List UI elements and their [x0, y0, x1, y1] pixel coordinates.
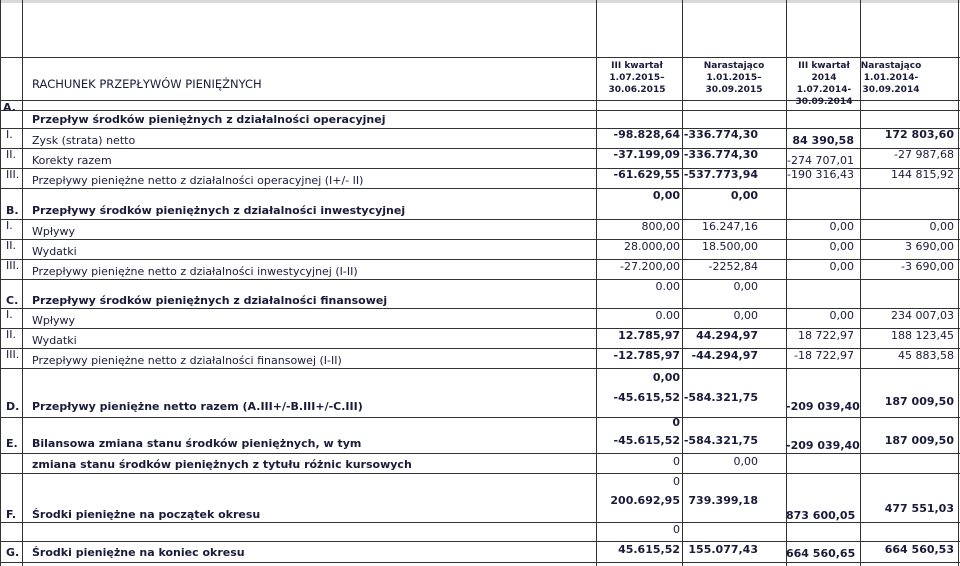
cell-value: -584.321,75	[683, 434, 758, 447]
cell-value: 234 007,03	[891, 309, 954, 322]
table-title: RACHUNEK PRZEPŁYWÓW PIENIĘŻNYCH	[32, 77, 262, 91]
cell-value: 144 815,92	[891, 168, 954, 181]
row-label: Przepływy pieniężne netto z działalności operacyjnej (I+/- II)	[32, 174, 364, 187]
cell-value: 800,00	[641, 220, 680, 233]
top-gray-bar	[0, 0, 960, 3]
cell-value: 0.00	[655, 309, 680, 322]
cell-value: -209 039,40	[786, 400, 860, 413]
cell-value: -274 707,01	[787, 154, 854, 167]
row-code: I.	[6, 308, 13, 321]
cell-value: -45.615,52	[613, 391, 680, 404]
row-code: C.	[6, 294, 19, 307]
cell-value: 16.247,16	[702, 220, 758, 233]
row-e-label: Bilansowa zmiana stanu środków pieniężnych, w tym	[32, 437, 362, 450]
cell-value: 0,00	[829, 260, 854, 273]
cell-value: -18 722,97	[794, 349, 854, 362]
cell-value: -336.774,30	[683, 128, 758, 141]
cell-value: 0	[673, 523, 680, 536]
row-code: II.	[6, 328, 16, 341]
cell-value: 664 560,65	[786, 547, 856, 560]
row-code: III.	[6, 348, 20, 361]
row-code: I.	[6, 219, 13, 232]
cell-value: 84 390,58	[792, 134, 854, 147]
column-header-q3-2014: III kwartał 2014 1.07.2014- 30.09.2014	[795, 61, 853, 107]
cell-value: -209 039,40	[786, 439, 860, 452]
cell-value: -45.615,52	[613, 434, 680, 447]
column-header-q3-2015: III kwartał 1.07.2015– 30.06.2015	[608, 61, 666, 95]
cell-value: 739.399,18	[688, 494, 758, 507]
cell-value: 0,00	[652, 189, 680, 202]
row-code: II.	[6, 239, 16, 252]
cell-value: 44.294,97	[696, 329, 758, 342]
row-code: III.	[6, 168, 20, 181]
cell-value: 187 009,50	[884, 395, 954, 408]
cell-value: 28.000,00	[624, 240, 680, 253]
row-code: I.	[6, 128, 13, 141]
row-label: Zysk (strata) netto	[32, 134, 136, 147]
cell-value: 188 123,45	[891, 329, 954, 342]
cell-value: 0,00	[829, 240, 854, 253]
row-f-label: Środki pieniężne na początek okresu	[32, 508, 261, 521]
cell-value: 0	[672, 416, 680, 429]
cell-value: -61.629,55	[613, 168, 680, 181]
column-header-ytd-2015: Narastająco 1.01.2015– 30.09.2015	[703, 61, 765, 95]
cell-value: 0,00	[652, 371, 680, 384]
cell-value: 0.00	[655, 280, 680, 293]
row-code: II.	[6, 148, 16, 161]
row-label: Przepływy pieniężne netto z działalności finansowej (I-II)	[32, 354, 342, 367]
cell-value: -37.199,09	[613, 148, 680, 161]
cell-value: -44.294,97	[691, 349, 758, 362]
cell-value: 477 551,03	[884, 502, 954, 515]
cell-value: 3 690,00	[905, 240, 954, 253]
row-code: A.	[3, 101, 16, 114]
cell-value: -27.200,00	[620, 260, 680, 273]
cell-value: -3 690,00	[901, 260, 954, 273]
row-label: Wydatki	[32, 334, 77, 347]
row-code: E.	[6, 437, 18, 450]
cell-value: 187 009,50	[884, 434, 954, 447]
cell-value: 0,00	[929, 220, 954, 233]
cell-value: 0,00	[730, 189, 758, 202]
cell-value: 0,00	[733, 280, 758, 293]
cell-value: -12.785,97	[613, 349, 680, 362]
cell-value: 0,00	[829, 309, 854, 322]
cell-value: -584.321,75	[683, 391, 758, 404]
row-d-label: Przepływy pieniężne netto razem (A.III+/-B.III+/-C.III)	[32, 400, 363, 413]
row-label: Wpływy	[32, 225, 76, 238]
row-code: G.	[6, 546, 20, 559]
row-label: Przepływy pieniężne netto z działalności inwestycyjnej (I-II)	[32, 265, 358, 278]
cell-value: 172 803,60	[884, 128, 954, 141]
section-b-label: Przepływy środków pieniężnych z działalności inwestycyjnej	[32, 204, 406, 217]
cell-value: 18 722,97	[798, 329, 854, 342]
cell-value: 664 560,53	[884, 543, 954, 556]
row-label: Wpływy	[32, 314, 76, 327]
cell-value: 0	[673, 475, 680, 488]
cell-value: 45.615,52	[618, 543, 680, 556]
row-code: D.	[6, 400, 20, 413]
cell-value: -537.773,94	[683, 168, 758, 181]
cell-value: 200.692,95	[610, 494, 680, 507]
row-code: B.	[6, 204, 19, 217]
cell-value: 873 600,05	[786, 509, 856, 522]
row-code: III.	[6, 259, 20, 272]
section-a-label: Przepływ środków pieniężnych z działalności operacyjnej	[32, 113, 386, 126]
cell-value: -190 316,43	[787, 168, 854, 181]
cell-value: -336.774,30	[683, 148, 758, 161]
row-g-label: Środki pieniężne na koniec okresu	[32, 546, 245, 559]
row-label: Wydatki	[32, 245, 77, 258]
row-fx-label: zmiana stanu środków pieniężnych z tytułu różnic kursowych	[32, 458, 412, 471]
cell-value: 45 883,58	[898, 349, 954, 362]
cell-value: 0,00	[733, 455, 758, 468]
cell-value: 0,00	[829, 220, 854, 233]
cell-value: -2252,84	[708, 260, 758, 273]
column-header-ytd-2014: Narastająco 1.01.2014- 30.09.2014	[860, 61, 922, 95]
section-c-label: Przepływy środków pieniężnych z działalności finansowej	[32, 294, 388, 307]
cell-value: 0,00	[733, 309, 758, 322]
cell-value: 18.500,00	[702, 240, 758, 253]
row-code: F.	[6, 508, 17, 521]
cell-value: -27 987,68	[894, 148, 954, 161]
row-label: Korekty razem	[32, 154, 112, 167]
cell-value: 155.077,43	[688, 543, 758, 556]
cell-value: 0	[673, 455, 680, 468]
cell-value: 12.785,97	[618, 329, 680, 342]
cell-value: -98.828,64	[613, 128, 680, 141]
